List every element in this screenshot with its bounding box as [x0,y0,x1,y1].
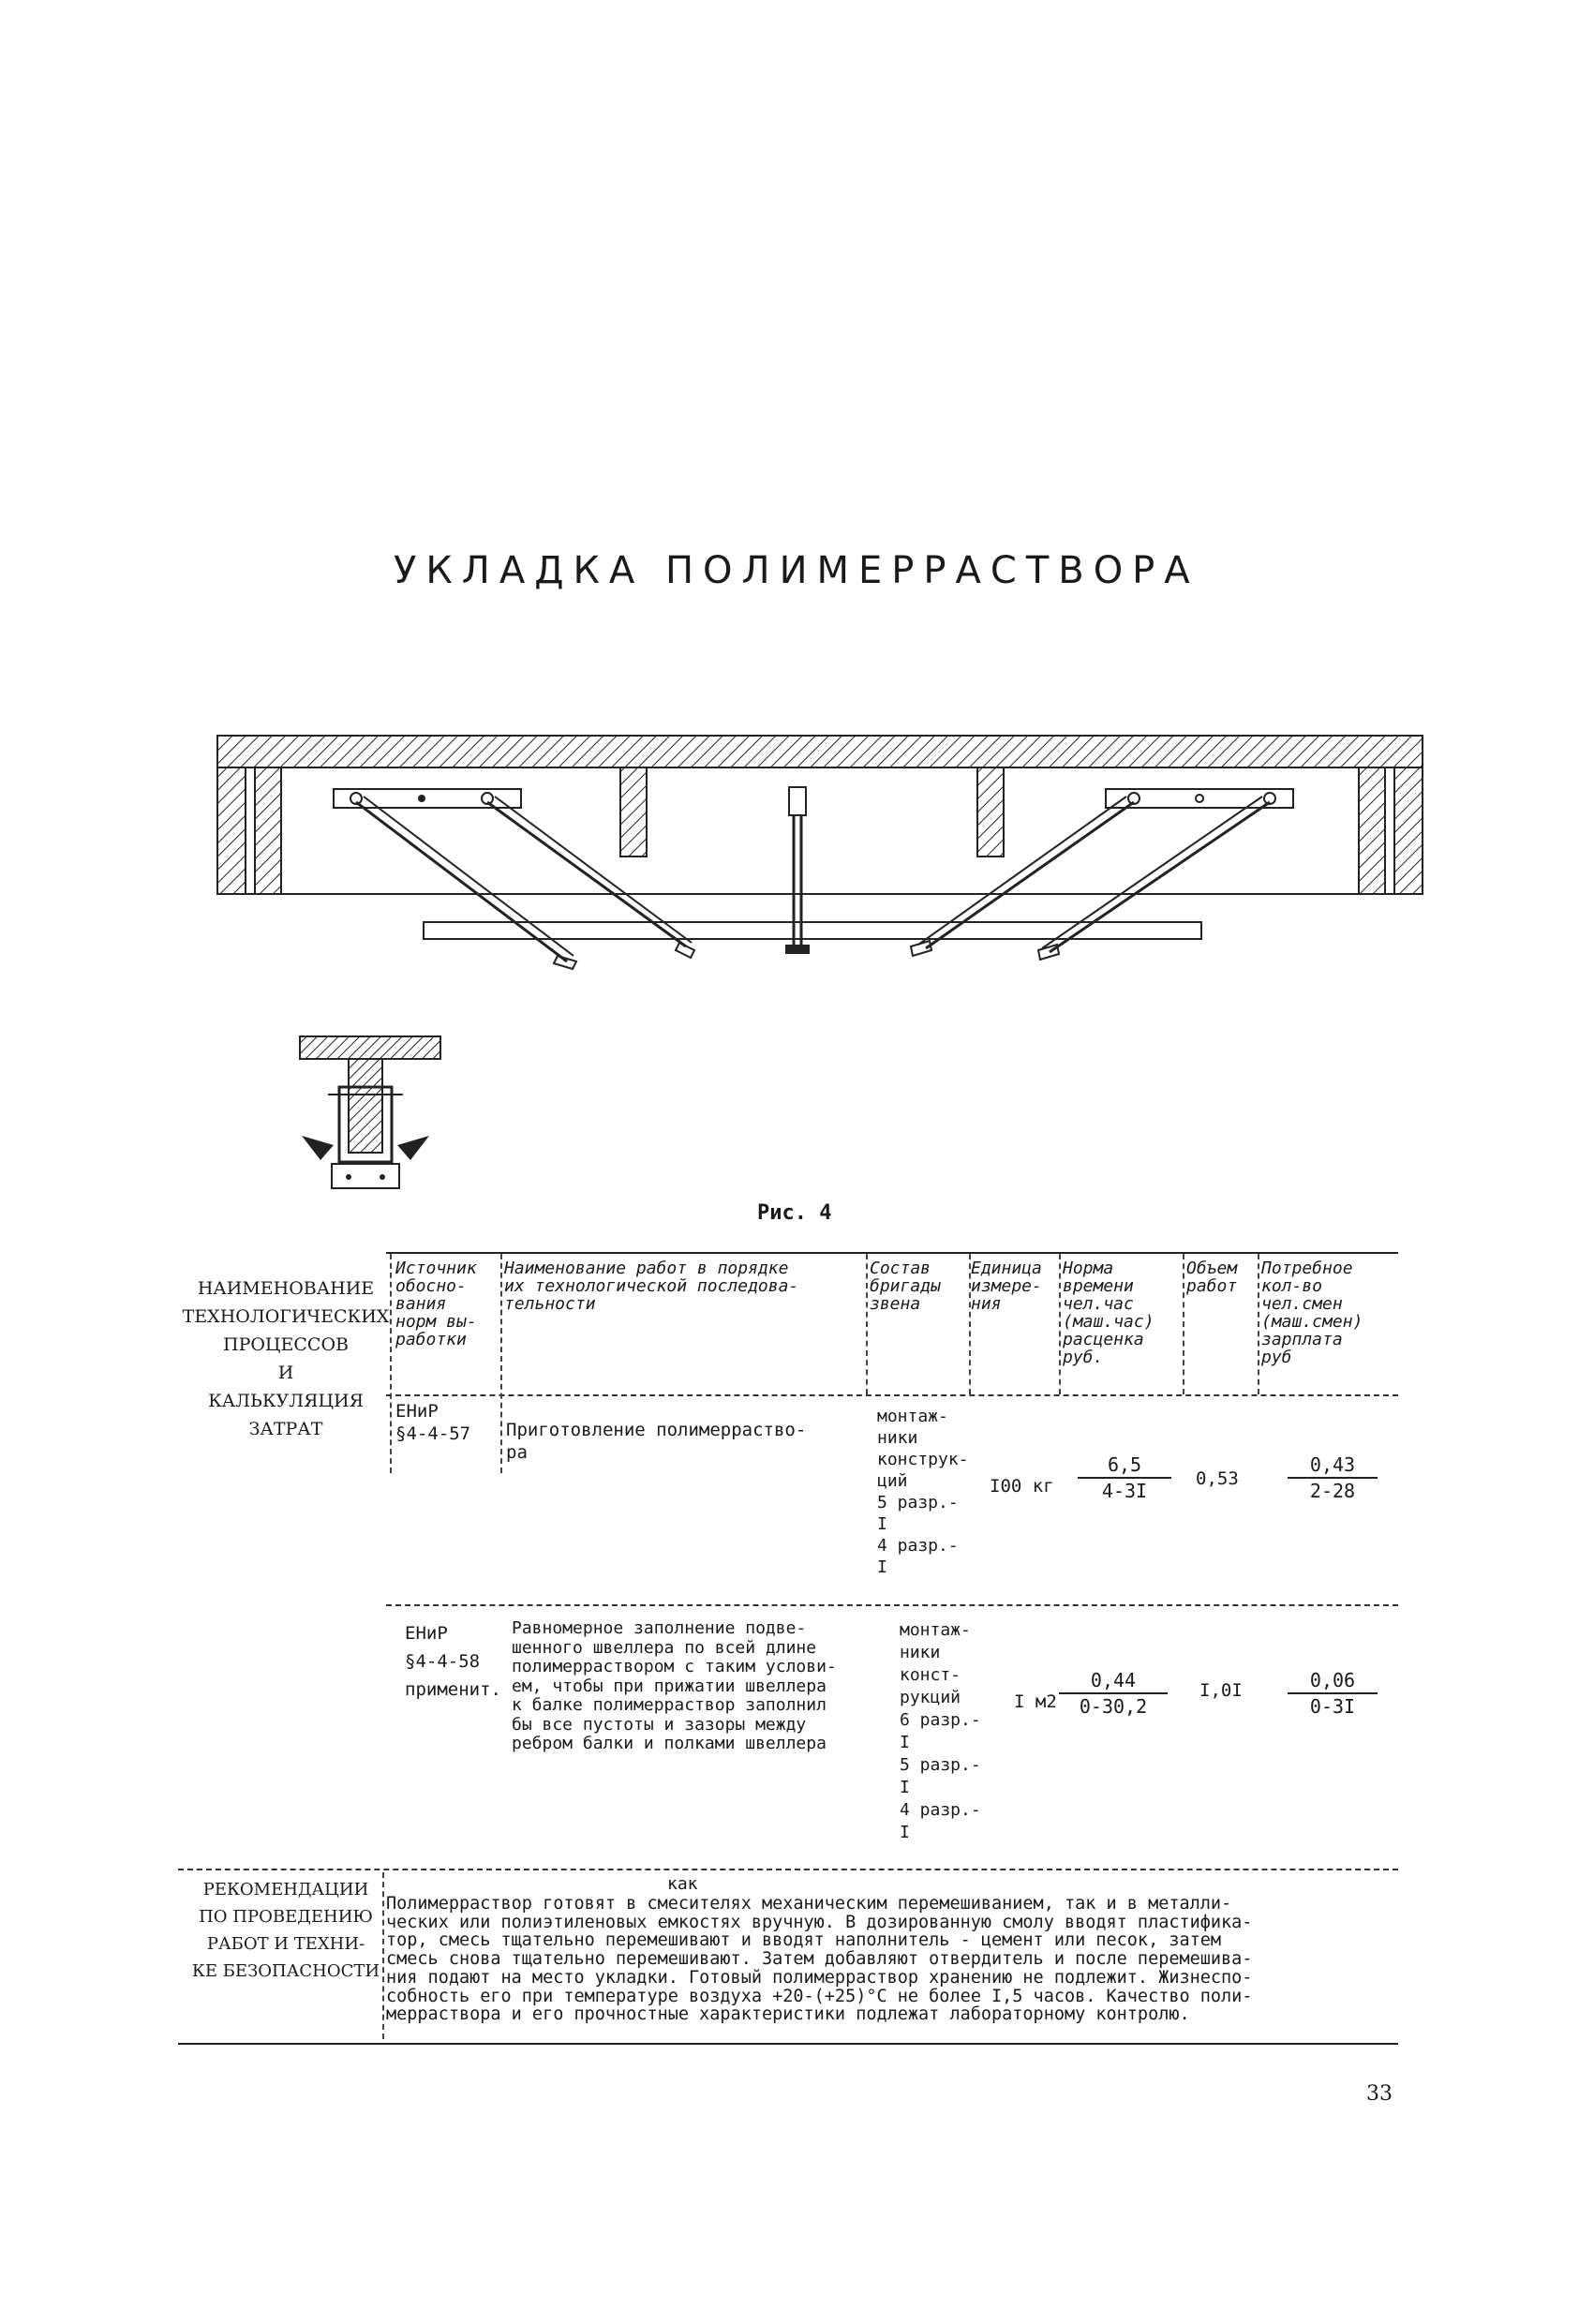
row1-source: ЕНиР §4-4-57 [395,1401,471,1444]
recommendations-rule [178,1869,1398,1870]
col-divider [500,1254,502,1473]
row2-norm-rate: 0-30,2 [1079,1695,1148,1718]
row1-norm [1078,1452,1171,1503]
channel-detail-diagram [290,1031,459,1199]
inserted-word: как [667,1874,698,1894]
row1-unit: I00 кг [990,1476,1054,1497]
page-title: УКЛАДКА ПОЛИМЕРРАСТВОРА [394,549,1199,592]
header-need: Потребное кол-во чел.смен (маш.смен) зарплата руб [1261,1259,1363,1367]
row2-unit: I м2 [1014,1691,1057,1712]
header-norm: Норма времени чел.час (маш.час) расценка руб. [1063,1259,1155,1367]
row1-crew: монтаж- ники конструк- ций 5 разр.- I 4 разр.- I [877,1407,969,1577]
page-number: 33 [1366,2082,1393,2106]
bottom-rule [178,2043,1398,2045]
row2-need-wage: 0-3I [1309,1695,1356,1718]
row2-need-shifts: 0,06 [1288,1668,1378,1694]
col-divider [1258,1254,1259,1394]
row2-source: ЕНиР §4-4-58 применит. [405,1623,501,1700]
table-header-rule [386,1394,1398,1396]
col-divider [866,1254,868,1394]
header-unit: Единица измере- ния [971,1259,1042,1314]
header-work-name: Наименование работ в порядке их технологической последова- тельности [504,1259,799,1314]
row1-need-wage: 2-28 [1309,1480,1356,1502]
row2-volume: I,0I [1199,1680,1243,1701]
table-row-rule [386,1604,1398,1606]
row1-norm-rate: 4-3I [1101,1480,1148,1502]
row1-work-name: Приготовление полимерраство- ра [506,1420,807,1463]
row2-crew: монтаж- ники конст- рукций 6 разр.- I 5 разр.- I 4 разр.- I [900,1620,981,1842]
row1-volume: 0,53 [1196,1468,1239,1489]
ceiling-suspension-diagram [206,722,1424,975]
row1-need [1288,1452,1378,1503]
recommendations-text: Полимерраствор готовят в смесителях механическим перемешиванием, так и в металли- ческих или полиэтиленовых емкостях вручную. В дозированную смолу вводят пластифика- тор, смесь тщательно перемешивают и вводят наполнитель - цемент или песок, затем смесь снова тщательно перемешивают. Затем добавляют отвердитель и после перемешива- ния подают на место укладки. Готовый полимерраствор хранению не подлежит. Жизнеспо- собность его при температуре воздуха +20-(+25)°С не более I,5 часов. Качество поли- мерраствора и его прочностные характеристики подлежат лабораторному контролю. [386,1894,1253,2025]
figure-caption: Рис. 4 [757,1201,832,1225]
col-divider [1059,1254,1061,1394]
row2-norm-time: 0,44 [1059,1668,1168,1694]
row2-work-name: Равномерное заполнение подве- шенного швеллера по всей длине полимерраствором с таким услови- ем, чтобы при прижатии швеллера к балке полимерраствор заполнил бы все пустоты и зазоры между ребром балки и полками швеллера [512,1618,837,1753]
row2-need [1288,1668,1378,1719]
row1-norm-time: 6,5 [1078,1452,1171,1479]
processes-heading: НАИМЕНОВАНИЕ ТЕХНОЛОГИЧЕСКИХ ПРОЦЕССОВ И КАЛЬКУЛЯЦИЯ ЗАТРАТ [182,1278,390,1439]
col-divider [1183,1254,1184,1394]
table-top-rule [386,1252,1398,1254]
header-crew: Состав бригады звена [870,1259,941,1314]
row2-norm [1059,1668,1168,1719]
header-source: Источник обосно- вания норм вы- работки [395,1259,477,1349]
header-volume: Объем работ [1186,1259,1238,1296]
recommendations-heading: РЕКОМЕНДАЦИИ ПО ПРОВЕДЕНИЮ РАБОТ И ТЕХНИ- КЕ БЕЗОПАСНОСТИ [191,1880,380,1981]
row1-need-shifts: 0,43 [1288,1452,1378,1479]
